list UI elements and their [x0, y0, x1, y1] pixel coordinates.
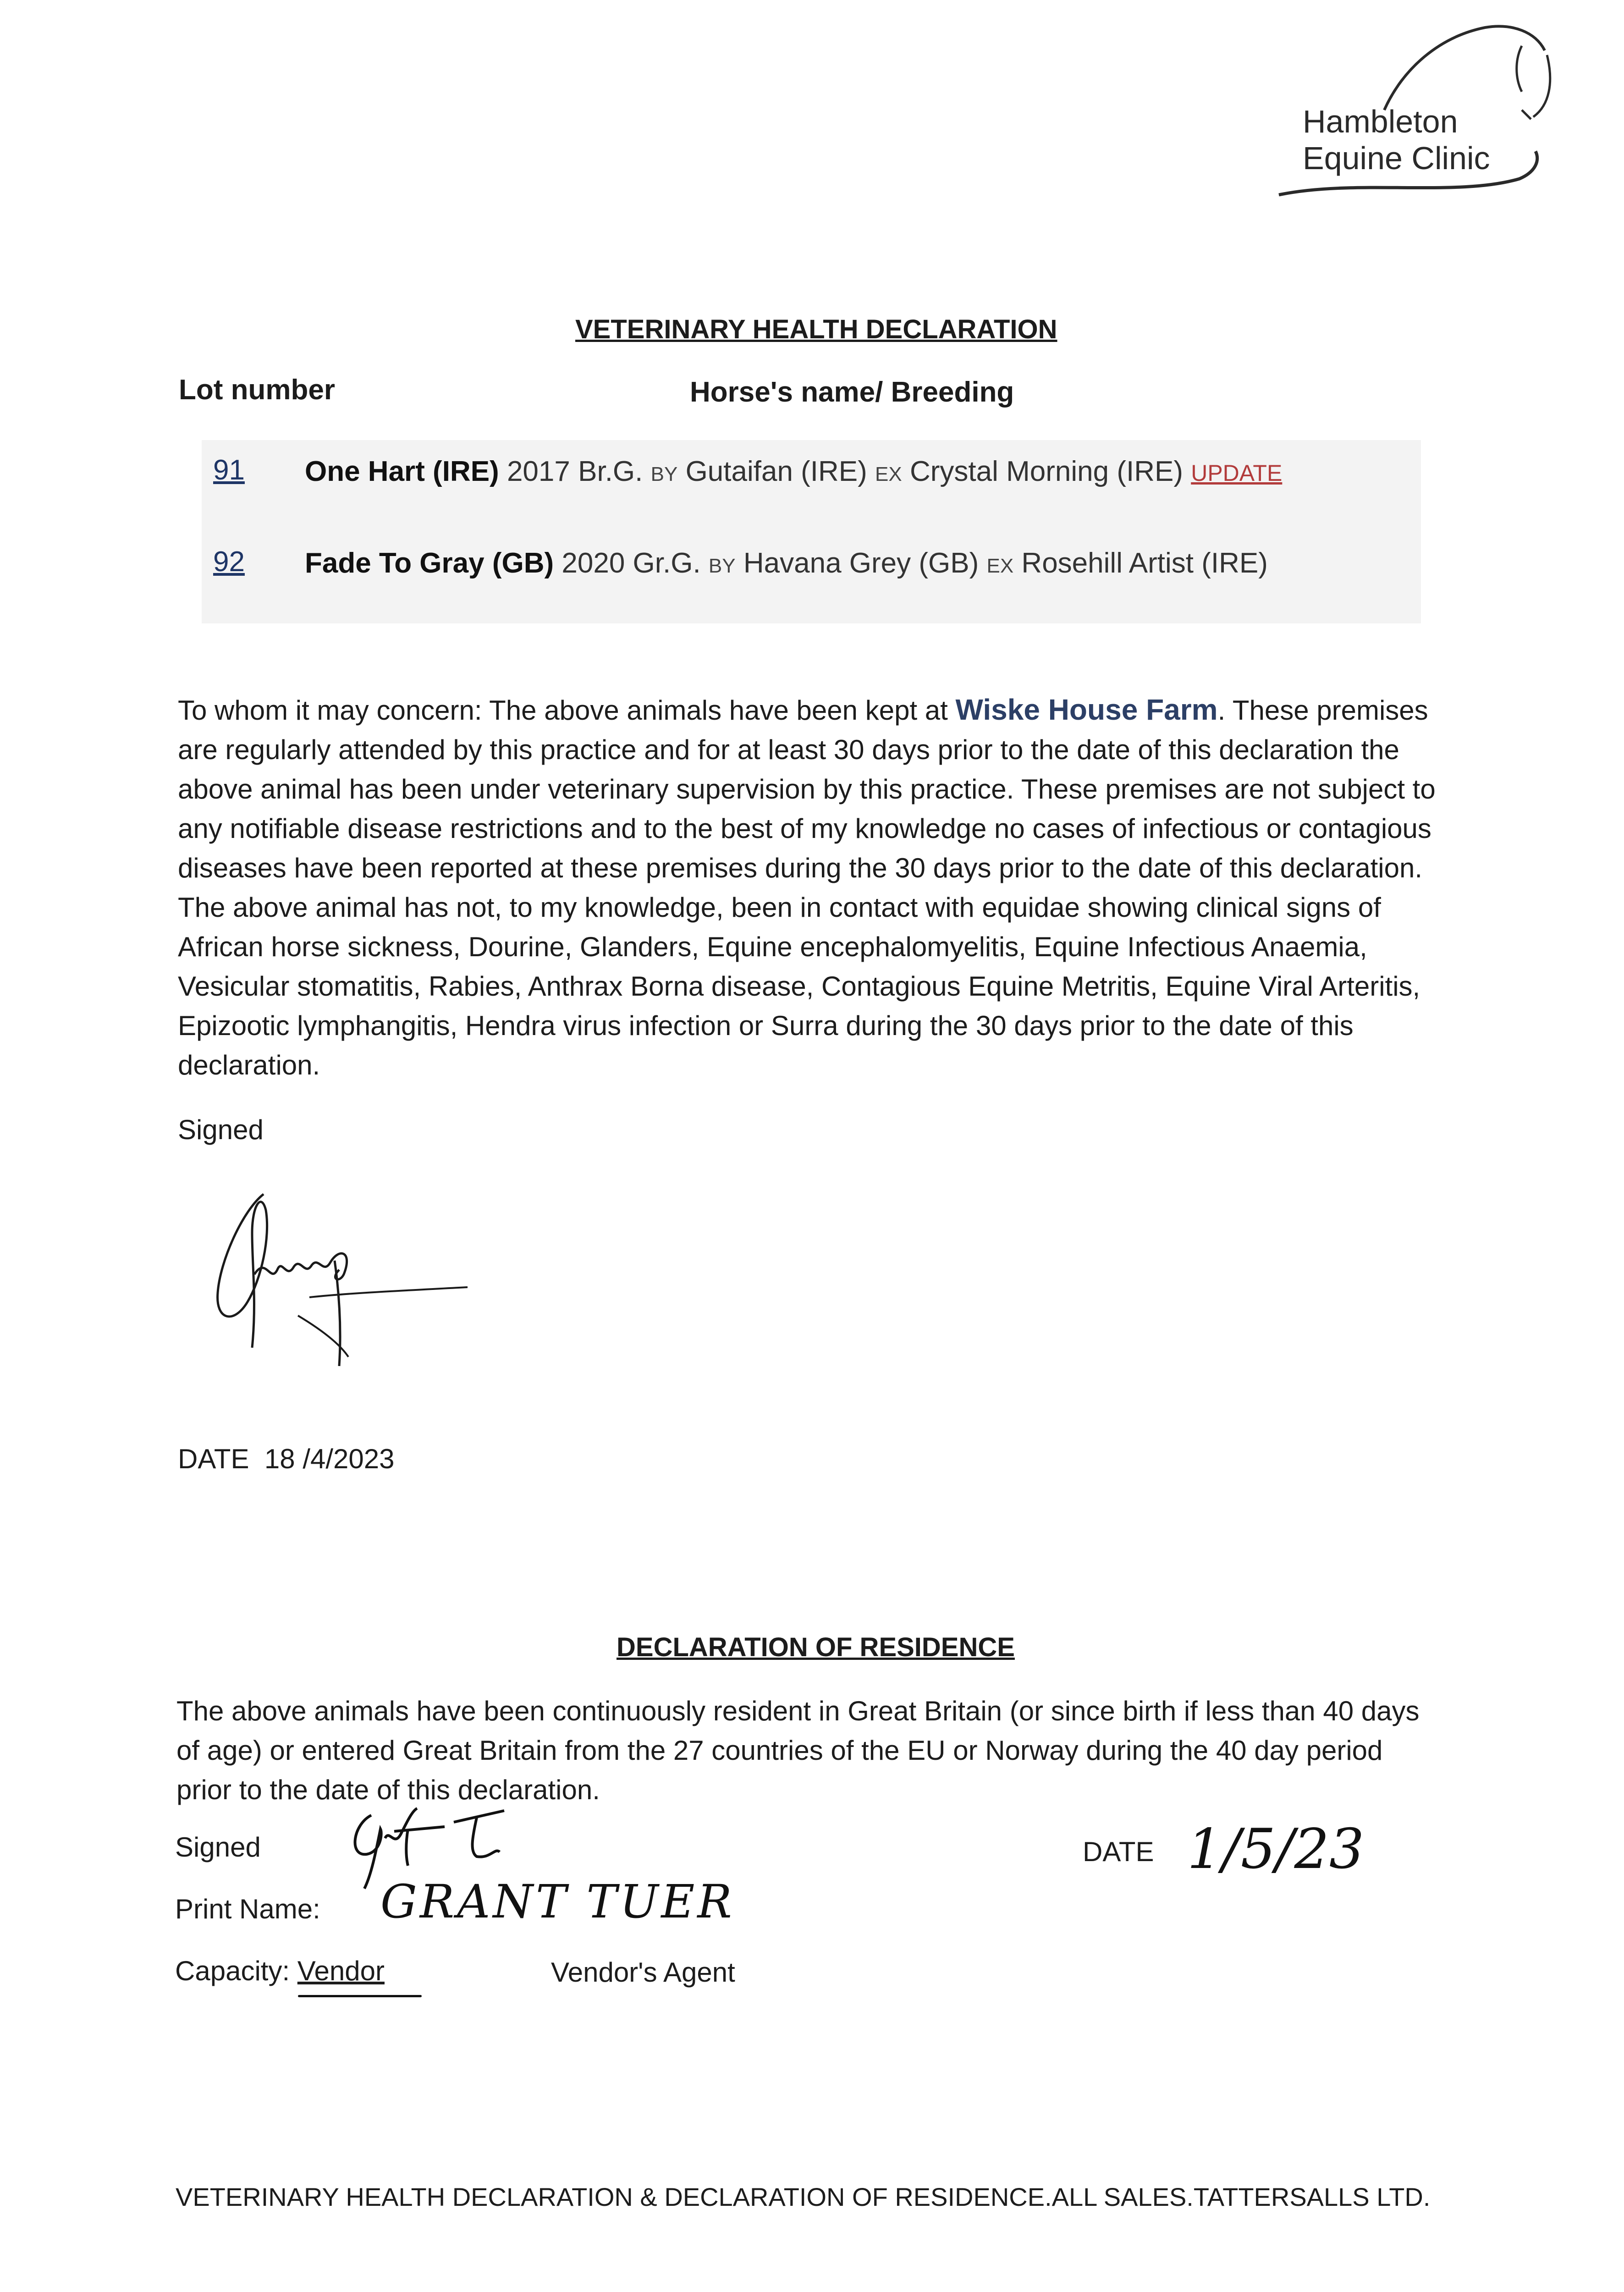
- vet-signed-label: Signed: [178, 1114, 264, 1145]
- horse-entry: [305, 455, 1282, 488]
- capacity: [175, 1955, 385, 1987]
- vet-date: [178, 1443, 395, 1475]
- ex-label: EX: [875, 463, 902, 485]
- ex-label: EX: [986, 555, 1014, 577]
- sire-name: Gutaifan (IRE): [685, 456, 867, 487]
- logo-line-1: Hambleton: [1303, 104, 1458, 139]
- dam-name: Crystal Morning (IRE): [909, 456, 1183, 487]
- declaration-body: [178, 690, 1443, 1085]
- vendor-underline: [298, 1995, 422, 1997]
- horse-breeding-header: Horse's name/ Breeding: [690, 376, 1014, 408]
- vet-declaration-title: VETERINARY HEALTH DECLARATION: [575, 314, 1057, 344]
- foaling-year: 2020: [562, 547, 625, 579]
- horse-entry: [305, 547, 1268, 579]
- horse-name: One Hart (IRE): [305, 456, 499, 487]
- capacity-vendor: Vendor: [297, 1956, 385, 1986]
- vet-date-value: 18 /4/2023: [264, 1444, 395, 1474]
- by-label: BY: [708, 555, 736, 577]
- vet-date-label: DATE: [178, 1444, 249, 1474]
- clinic-logo: [1265, 18, 1558, 211]
- lot-number-header: Lot number: [179, 374, 335, 406]
- print-name-label: Print Name:: [175, 1894, 320, 1924]
- dam-name: Rosehill Artist (IRE): [1021, 547, 1268, 579]
- premises-name: Wiske House Farm: [955, 693, 1218, 726]
- residence-date-value: 1/5/23: [1187, 1818, 1365, 1881]
- declaration-body-suffix: . These premises are regularly attended by this practice and for at least 30 days prior to the date of this declaration the above animal has been under veterinary supervision by this practice. These premises are not subject to any notifiable disease restrictions and to the best of my knowledge no cases of infectious or contagious diseases have been reported at these premises during the 30 days prior to the date of this declaration. The above animal has not, to my knowledge, been in contact with equidae showing clinical signs of African horse sickness, Dourine, Glanders, Equine encephalomyelitis, Equine Infectious Anaemia, Vesicular stomatitis, Rabies, Anthrax Borna disease, Contagious Equine Metritis, Equine Viral Arteritis, Epizootic lymphangitis, Hendra virus infection or Surra during the 30 days prior to the date of this declaration.: [178, 695, 1436, 1080]
- page-footer: VETERINARY HEALTH DECLARATION & DECLARATION OF RESIDENCE.ALL SALES.TATTERSALLS LTD.: [176, 2182, 1431, 2211]
- lot-number: 91: [213, 454, 245, 486]
- sire-name: Havana Grey (GB): [743, 547, 979, 579]
- logo-line-2: Equine Clinic: [1303, 140, 1490, 176]
- print-name-value: GRANT TUER: [380, 1875, 735, 1928]
- update-link[interactable]: UPDATE: [1191, 460, 1283, 486]
- residence-signed-label: Signed: [175, 1832, 261, 1862]
- horse-colour-sex: Br.G.: [578, 456, 643, 487]
- horse-name: Fade To Gray (GB): [305, 547, 554, 579]
- by-label: BY: [650, 463, 678, 485]
- declaration-body-prefix: To whom it may concern: The above animals have been kept at: [178, 695, 956, 726]
- horse-colour-sex: Gr.G.: [633, 547, 701, 579]
- capacity-vendors-agent: Vendor's Agent: [551, 1957, 735, 1988]
- lot-number: 92: [213, 546, 245, 578]
- residence-date-label: DATE: [1083, 1836, 1154, 1867]
- foaling-year: 2017: [506, 456, 570, 487]
- capacity-label: Capacity:: [175, 1956, 290, 1986]
- residence-body: The above animals have been continuously resident in Great Britain (or since birth if less than 40 days of age) or entered Great Britain from the 27 countries of the EU or Norway during the 40 day period prior to the date of this declaration.: [176, 1696, 1420, 1805]
- residence-title: DECLARATION OF RESIDENCE: [617, 1632, 1015, 1662]
- vet-signature: [202, 1183, 486, 1394]
